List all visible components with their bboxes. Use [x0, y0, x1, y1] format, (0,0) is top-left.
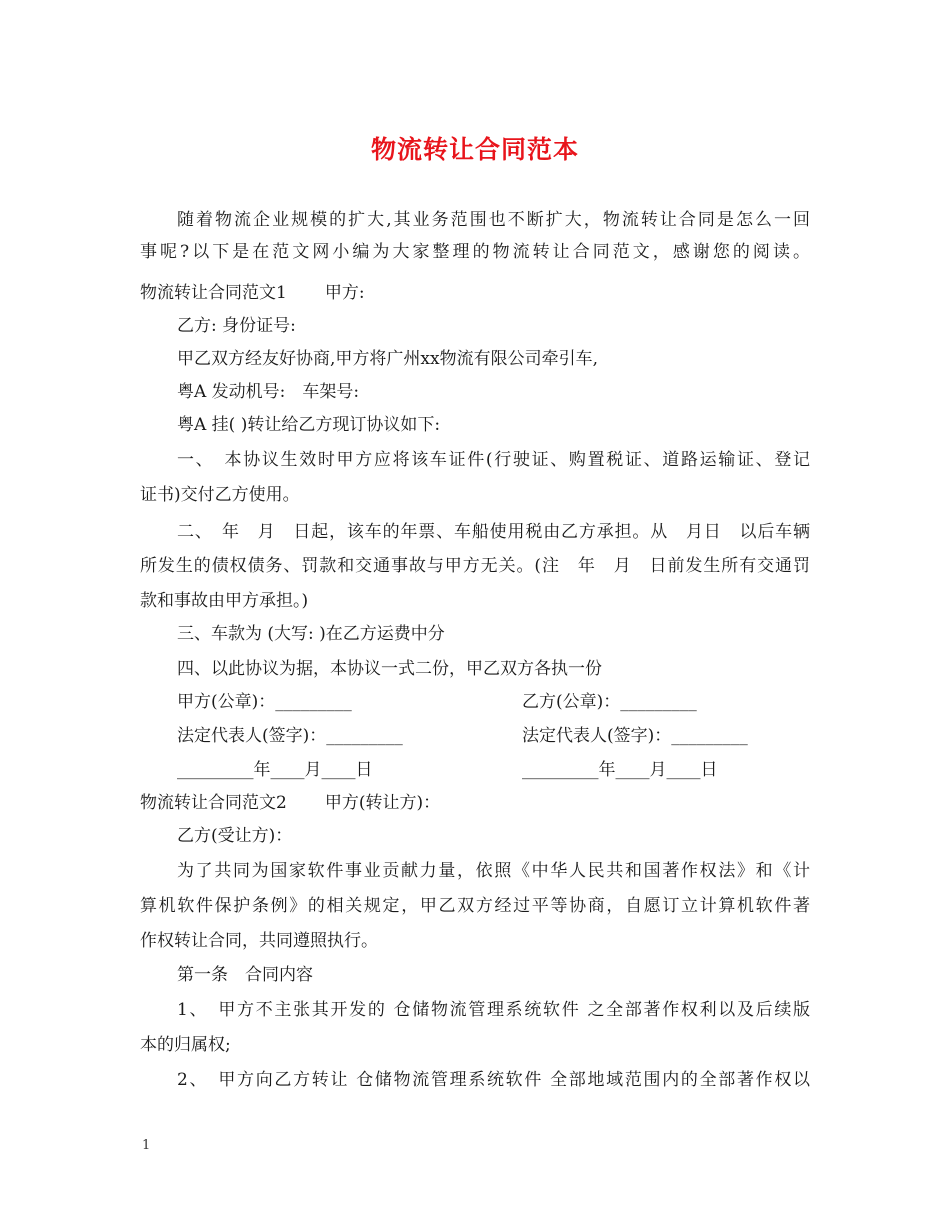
party-a-label: 甲方: [324, 283, 365, 303]
paragraph-line: 事呢?以下是在范文网小编为大家整理的物流转让合同范文，感谢您的阅读。 [140, 242, 810, 262]
section-heading: 物流转让合同范文2 [140, 793, 287, 813]
clause-line: 四、以此协议为据，本协议一式二份，甲乙双方各执一份 [177, 659, 602, 679]
article-heading: 第一条 合同内容 [177, 965, 313, 985]
clause-line: 证书)交付乙方使用。 [140, 485, 300, 505]
signature-party-b: 乙方(公章)：_________ [522, 692, 697, 712]
signature-date-b: _________年____月____日 [522, 760, 718, 780]
signature-rep-a: 法定代表人(签字)：_________ [177, 726, 403, 746]
page-number: 1 [142, 1138, 151, 1153]
signature-rep-b: 法定代表人(签字)：_________ [522, 726, 748, 746]
clause-line: 1、 甲方不主张其开发的 仓储物流管理系统软件 之全部著作权利以及后续版 [177, 1000, 810, 1020]
paragraph-line: 作权转让合同，共同遵照执行。 [140, 931, 378, 951]
clause-line: 三、车款为 (大写: )在乙方运费中分 [177, 624, 445, 644]
paragraph-line: 粤A 挂( )转让给乙方现订协议如下: [177, 415, 441, 435]
paragraph-line: 粤A 发动机号: 车架号: [177, 382, 360, 402]
paragraph-line: 甲乙双方经友好协商,甲方将广州xx物流有限公司牵引车, [177, 349, 598, 369]
section-heading: 物流转让合同范文1 [140, 283, 287, 303]
paragraph-line: 随着物流企业规模的扩大,其业务范围也不断扩大，物流转让合同是怎么一回 [177, 210, 810, 230]
paragraph-line: 乙方: 身份证号: [177, 316, 296, 336]
signature-party-a: 甲方(公章)：_________ [177, 692, 352, 712]
paragraph-line: 为了共同为国家软件事业贡献力量，依照《中华人民共和国著作权法》和《计 [177, 861, 810, 881]
section-heading-line [140, 791, 810, 815]
paragraph-line: 算机软件保护条例》的相关规定，甲乙双方经过平等协商，自愿订立计算机软件著 [140, 896, 810, 916]
clause-line: 2、 甲方向乙方转让 仓储物流管理系统软件 全部地域范围内的全部著作权以 [177, 1070, 810, 1090]
clause-line: 款和事故由甲方承担。) [140, 591, 309, 611]
clause-line: 所发生的债权债务、罚款和交通事故与甲方无关。(注 年 月 日前发生所有交通罚 [140, 556, 810, 576]
signature-date-a: _________年____月____日 [177, 760, 373, 780]
clause-line: 二、 年 月 日起，该车的年票、车船使用税由乙方承担。从 月日 以后车辆 [177, 522, 810, 542]
clause-line: 一、 本协议生效时甲方应将该车证件(行驶证、购置税证、道路运输证、登记 [177, 450, 810, 470]
clause-line: 本的归属权; [140, 1035, 231, 1055]
party-a-label: 甲方(转让方)： [324, 793, 441, 813]
paragraph-line: 乙方(受让方)： [177, 826, 293, 846]
section-heading-line [140, 281, 810, 305]
document-title: 物流转让合同范本 [370, 135, 579, 164]
